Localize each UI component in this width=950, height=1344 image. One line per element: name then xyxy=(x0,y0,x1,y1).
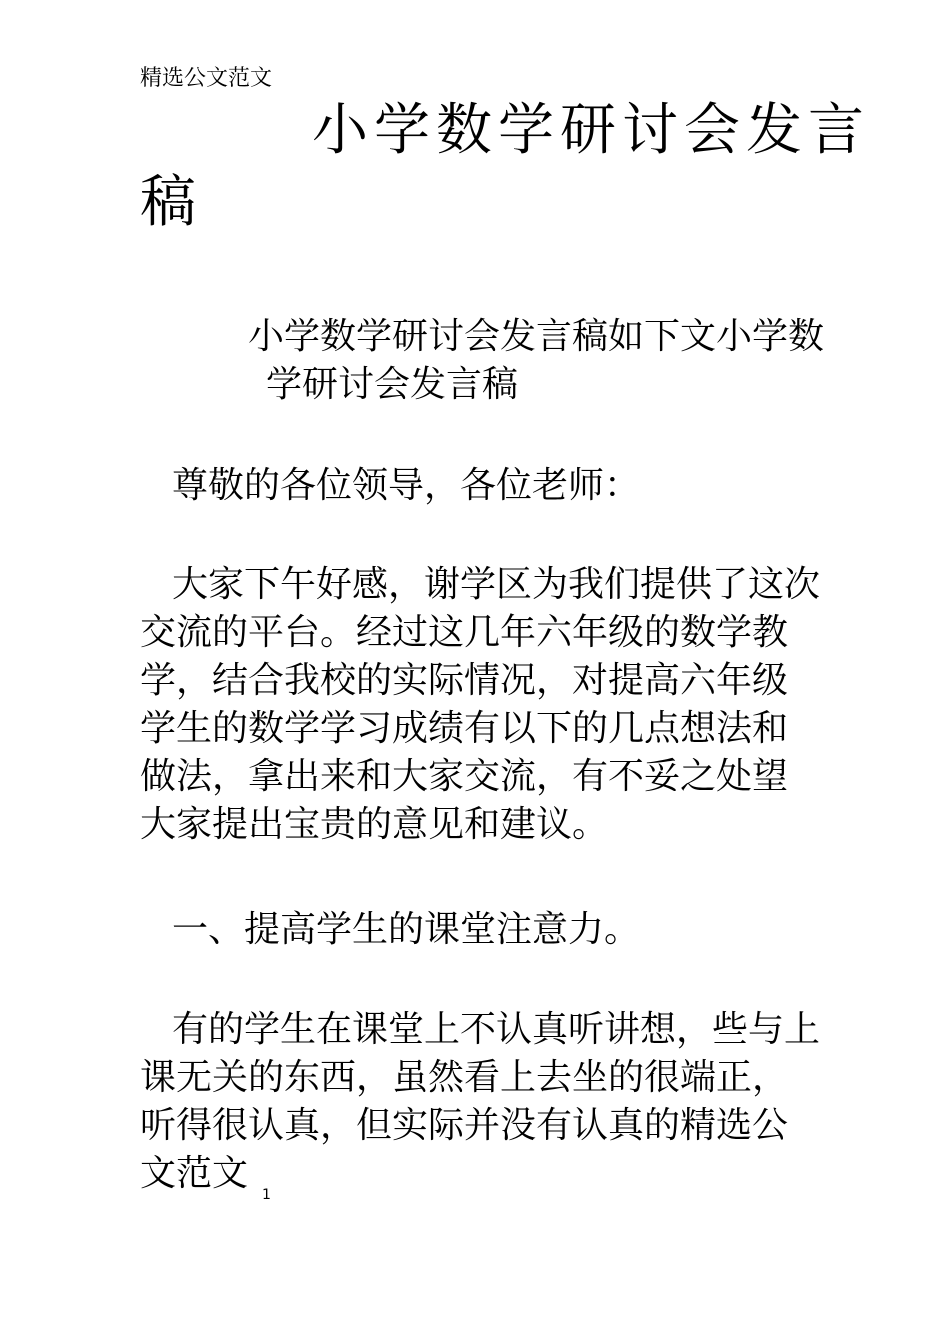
page-number: 1 xyxy=(262,1187,271,1203)
document-title xyxy=(140,95,870,239)
paragraph-1-line-1: 大家下午好感，谢学区为我们提供了这次 xyxy=(172,564,821,605)
greeting-line: 尊敬的各位领导，各位老师： xyxy=(172,465,641,506)
header-label: 精选公文范文 xyxy=(140,66,273,91)
title-line-1: 小学数学研讨会发言 xyxy=(312,98,870,163)
paragraph-1 xyxy=(140,561,870,849)
paragraph-1-line-6: 大家提出宝贵的意见和建议。 xyxy=(140,804,609,845)
intro-line-1: 小学数学研讨会发言稿如下文小学数 xyxy=(248,316,825,357)
paragraph-2-line-2: 课无关的东西，虽然看上去坐的很端正， xyxy=(140,1057,789,1098)
paragraph-2-line-1: 有的学生在课堂上不认真听讲想，些与上 xyxy=(172,1009,821,1050)
intro-line-2: 学研讨会发言稿 xyxy=(266,364,519,405)
paragraph-1-line-3: 学，结合我校的实际情况，对提高六年级 xyxy=(140,660,789,701)
paragraph-2-line-4: 文范文 xyxy=(140,1153,249,1194)
title-line-2: 稿 xyxy=(140,170,202,235)
paragraph-1-line-4: 学生的数学学习成绩有以下的几点想法和 xyxy=(140,708,789,749)
section-heading-1-text: 一、提高学生的课堂注意力。 xyxy=(172,909,641,950)
paragraph-2 xyxy=(140,1006,870,1198)
greeting-paragraph xyxy=(140,462,870,510)
section-heading-1 xyxy=(140,906,870,954)
paragraph-1-line-2: 交流的平台。经过这几年六年级的数学教 xyxy=(140,612,789,653)
paragraph-1-line-5: 做法，拿出来和大家交流，有不妥之处望 xyxy=(140,756,789,797)
paragraph-2-line-3: 听得很认真，但实际并没有认真的精选公 xyxy=(140,1105,789,1146)
